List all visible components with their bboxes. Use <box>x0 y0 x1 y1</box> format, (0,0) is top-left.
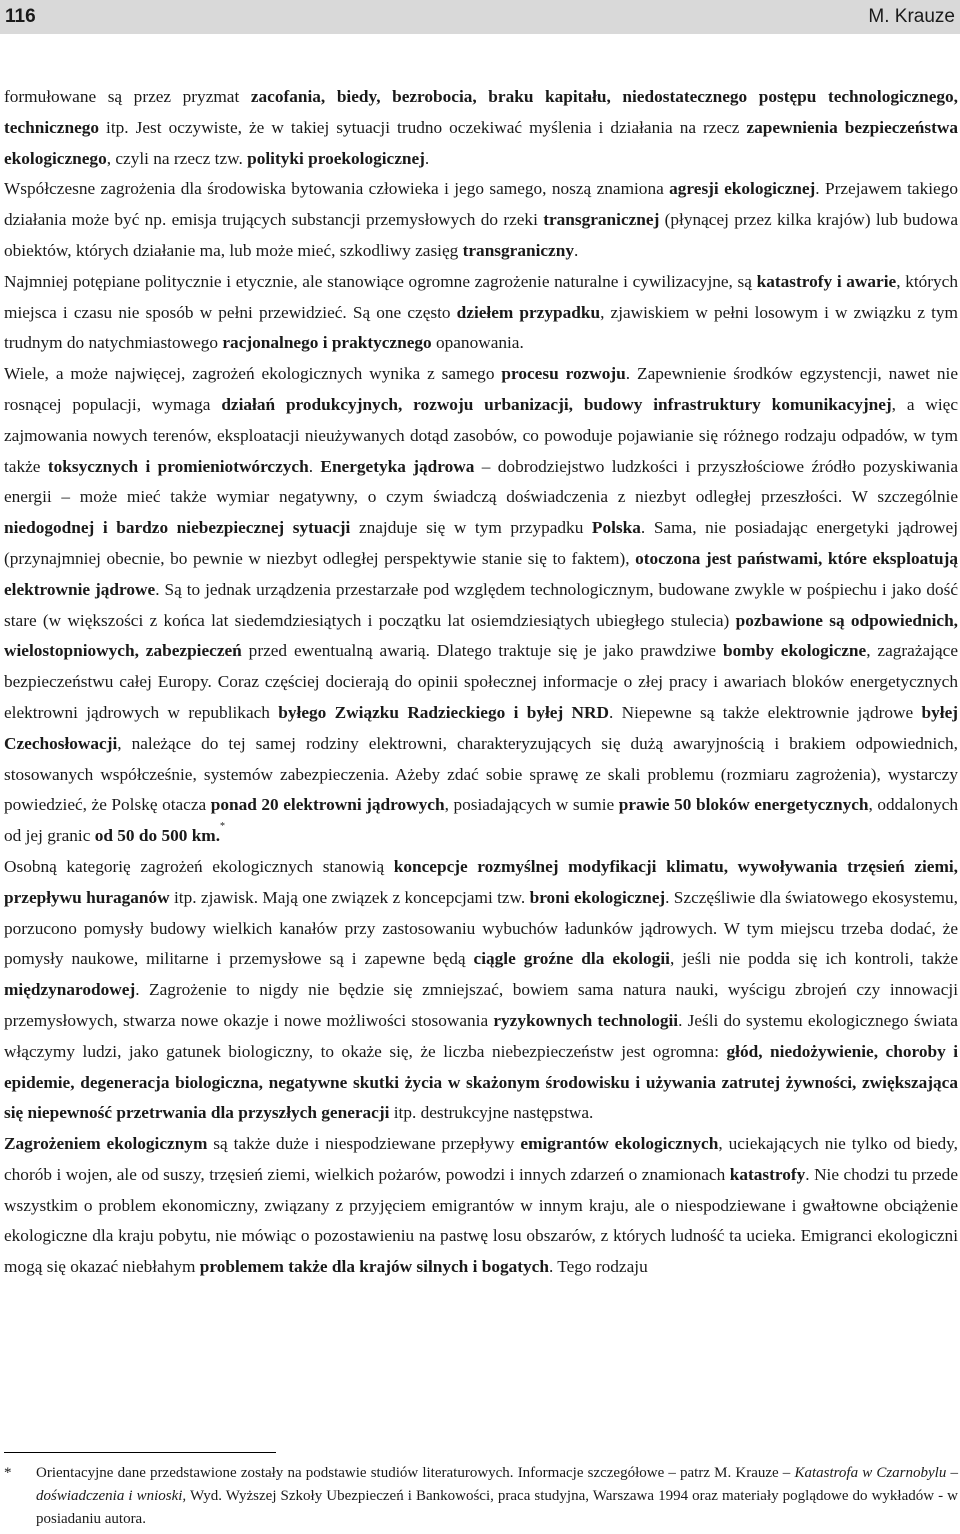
text-run: itp. zjawisk. Mają one związek z koncepcjami tzw. <box>169 887 530 907</box>
bold-phrase: ryzykownych technologii <box>493 1010 679 1030</box>
bold-phrase: polityki proekologicznej <box>247 148 425 168</box>
bold-phrase: od 50 do 500 km. <box>94 826 221 846</box>
bold-phrase: koncepcje rozmyślnej modyfikacji klimatu, wywoływania trzęsień ziemi, przepływu huraganów <box>4 856 958 907</box>
text-run: , należące do tej samej rodziny elektrowni, charakteryzujących się dużą awaryjnością i brakiem odpowiednich, stosowanych współcześnie, systemów zabezpieczenia. Ażeby zdać sobie sprawę ze skali problemu (rozmiaru zagrożenia), wystarczy powiedzieć, że Polskę otacza <box>4 733 958 815</box>
bold-phrase: emigrantów ekologicznych <box>520 1134 719 1154</box>
bold-phrase: Energetyka jądrowa <box>320 456 475 476</box>
text-run: Wyd. Wyższej Szkoły Ubezpieczeń i Bankowości, praca studyjna, Warszawa 1994 oraz materiały poglądowe do wykładów - w posiadaniu autora. <box>36 1488 958 1527</box>
bold-phrase: katastrofy <box>729 1164 806 1184</box>
text-run: , a więc zajmowania nowych terenów, eksploatacji nieużywanych dotąd zasobów, co powoduje pojawianie się różnego rodzaju odpadów, w tym także <box>4 394 958 476</box>
bold-phrase: transgranicznej <box>543 210 660 230</box>
text-run: . <box>308 456 321 476</box>
paragraph <box>4 852 958 1129</box>
bold-phrase: ponad 20 elektrowni jądrowych <box>210 795 445 815</box>
text-run: . Zapewnienie środków egzystencji, nawet nie rosnącej populacji, wymaga <box>4 364 958 414</box>
bold-phrase: ciągle groźne dla ekologii <box>473 949 670 969</box>
text-run: , zjawiskiem w pełni losowym i w związku z tym trudnym do natychmiastowego <box>4 302 959 353</box>
bold-phrase: racjonalnego i praktycznego <box>222 333 432 353</box>
bold-phrase: zacofania, biedy, bezrobocia, braku kapitału, niedostatecznego postępu technologicznego, technicznego <box>4 87 959 137</box>
text-run: . Przejawem takiego działania może być np. emisja trujących substancji przemysłowych do rzeki <box>4 179 958 230</box>
footnote-divider <box>4 1452 276 1453</box>
bold-phrase: toksycznych i promieniotwórczych <box>47 456 309 476</box>
bold-phrase: zapewnienia bezpieczeństwa ekologicznego <box>4 117 958 168</box>
bold-phrase: katastrofy i awarie <box>756 271 897 291</box>
footnote-text <box>36 1462 958 1531</box>
text-run: Współczesne zagrożenia dla środowiska bytowania człowieka i jego samego, noszą znamiona <box>4 179 670 199</box>
bold-phrase: agresji ekologicznej <box>669 179 816 199</box>
bold-phrase: byłej Czechosłowacji <box>4 702 958 753</box>
text-run: itp. destrukcyjne następstwa. <box>389 1103 594 1123</box>
text-run: . Sama, nie posiadając energetyki jądrowej (przynajmniej obecnie, bo pewnie w niezbyt odległej perspektywie stanie się to faktem), <box>4 518 958 568</box>
page-number: 116 <box>5 6 36 27</box>
bold-phrase: bomby ekologiczne <box>722 641 867 661</box>
text-run: są także duże i niespodziewane przepływy <box>207 1134 521 1154</box>
bold-phrase: niedogodnej i bardzo niebezpiecznej sytuacji <box>4 518 351 538</box>
bold-phrase: Zagrożeniem ekologicznym <box>4 1134 208 1154</box>
text-run: (płynącej przez kilka krajów) lub budowa obiektów, których działanie ma, lub może mieć, szkodliwy zasięg <box>4 210 958 260</box>
paragraph <box>4 82 958 174</box>
footnote <box>4 1462 958 1531</box>
text-run: – dobrodziejstwo ludzkości i przyszłościowe źródło pozyskiwania energii – może mieć także wymiar negatywny, o czym świadczą doświadczenia z niezbyt odległej przeszłości. W szczególnie <box>4 456 959 507</box>
footnote-reference: * <box>220 821 226 833</box>
paragraph <box>4 267 958 359</box>
text-run: . <box>424 148 430 168</box>
text-run: . Zagrożenie to nigdy nie będzie się zmniejszać, bowiem sama natura nauki, wyścigu zbrojeń czy innowacji przemysłowych, stwarza nowe okazje i nowe możliwości stosowania <box>4 980 958 1030</box>
text-run: znajduje się w tym przypadku <box>350 518 592 538</box>
text-run: Osobną kategorię zagrożeń ekologicznych stanowią <box>4 856 394 876</box>
text-run: . Tego rodzaju <box>548 1257 648 1277</box>
bold-phrase: procesu rozwoju <box>501 364 626 384</box>
text-run: formułowane są przez pryzmat <box>4 87 251 106</box>
paragraph <box>4 174 958 266</box>
text-run: . Jeśli do systemu ekologicznego świata włączymy ludzi, jako gatunek biologiczny, to okaże się, że liczba niebezpieczeństw jest ogromna: <box>4 1010 958 1061</box>
footnote-marker: * <box>4 1465 12 1481</box>
bold-phrase: byłego Związku Radzieckiego i byłej NRD <box>278 702 609 722</box>
running-head-author: M. Krauze <box>868 6 955 27</box>
bold-phrase: głód, niedożywienie, choroby i epidemie, degeneracja biologiczna, negatywne skutki życia w skażonym środowisku i używania zatrutej żywności, zwiększająca się niepewność przetrwania dla przyszłych generacji <box>4 1041 959 1123</box>
text-run: . Nie chodzi tu przede wszystkim o problem ekonomiczny, związany z przyjęciem emigrantów w innym kraju, ale o niespodziewane i gwałtowne obciążenie ekologiczne dla kraju pobytu, nie mówiąc o pozostawieniu na pastwę losu obszarów, z których ludność ta ucieka. Emigranci ekologiczni mogą się okazać niebłahym <box>4 1164 958 1277</box>
bold-phrase: pozbawione są odpowiednich, wielostopniowych, zabezpieczeń <box>4 610 958 661</box>
text-run: , jeśli nie podda się ich kontroli, także <box>669 949 958 969</box>
page-header <box>0 0 960 34</box>
text-run: , czyli na rzecz tzw. <box>106 148 248 168</box>
text-run: , oddalonych od jej granic <box>4 795 958 846</box>
bold-phrase: międzynarodowej <box>4 980 136 1000</box>
bold-phrase: transgraniczny <box>462 240 574 260</box>
text-run: Orientacyjne dane przedstawione zostały na podstawie studiów literaturowych. Informacje szczegółowe – patrz M. Krauze – <box>36 1465 795 1481</box>
bold-phrase: broni ekologicznej <box>529 887 666 907</box>
text-run: przed ewentualną awarią. Dlatego traktuje się je jako prawdziwe <box>241 641 723 661</box>
paragraph <box>4 1129 958 1283</box>
bold-phrase: problemem także dla krajów silnych i bogatych <box>199 1257 549 1277</box>
bold-phrase: otoczona jest państwami, które eksploatują elektrownie jądrowe <box>4 548 958 599</box>
bold-phrase: działań produkcyjnych, rozwoju urbanizacji, budowy infrastruktury komunikacyjnej <box>221 394 892 414</box>
bold-phrase: prawie 50 bloków energetycznych <box>618 795 869 815</box>
text-run: . Niepewne są także elektrownie jądrowe <box>608 702 922 722</box>
bold-phrase: dziełem przypadku <box>456 302 601 322</box>
body-text <box>4 82 958 1283</box>
text-run: , uciekających nie tylko od biedy, chorób i wojen, ale od suszy, trzęsień ziemi, wielkich pożarów, powodzi i innych zdarzeń o znamionach <box>4 1134 958 1184</box>
italic-title: Katastrofa w Czarnobylu – doświadczenia i wnioski, <box>36 1465 958 1504</box>
paragraph <box>4 359 958 852</box>
text-run: Wiele, a może najwięcej, zagrożeń ekologicznych wynika z samego <box>4 364 502 384</box>
bold-phrase: Polska <box>591 518 641 538</box>
text-run: , których miejsca i czasu nie sposób w pełni przewidzieć. Są one często <box>4 271 958 322</box>
text-run: opanowania. <box>431 333 524 353</box>
text-run: , posiadających w sumie <box>444 795 619 815</box>
text-run: . Szczęśliwie dla światowego ekosystemu, porzucono pomysły budowy wielkich kanałów przy zastosowaniu wybuchów ładunków jądrowych. W tym miejscu trzeba dodać, że pomysły naukowe, militarne i przemysłowe są i zapewne będą <box>4 887 958 969</box>
text-run: . Są to jednak urządzenia przestarzałe pod względem technologicznym, budowane zwykle w pośpiechu i jako dość stare (w większości z końca lat siedemdziesiątych i początku lat osiemdziesiątych ubiegłego stulecia) <box>4 579 958 630</box>
text-run: Najmniej potępiane politycznie i etycznie, ale stanowiące ogromne zagrożenie naturalne i cywilizacyjne, są <box>4 271 757 291</box>
text-run: . <box>573 240 579 260</box>
text-run: itp. Jest oczywiste, że w takiej sytuacji trudno oczekiwać myślenia i działania na rzecz <box>99 117 747 137</box>
text-run: , zagrażające bezpieczeństwu całej Europy. Coraz częściej docierają do opinii społecznej informacje o złej pracy i awariach bloków energetycznych elektrowni jądrowych w republikach <box>4 641 958 722</box>
